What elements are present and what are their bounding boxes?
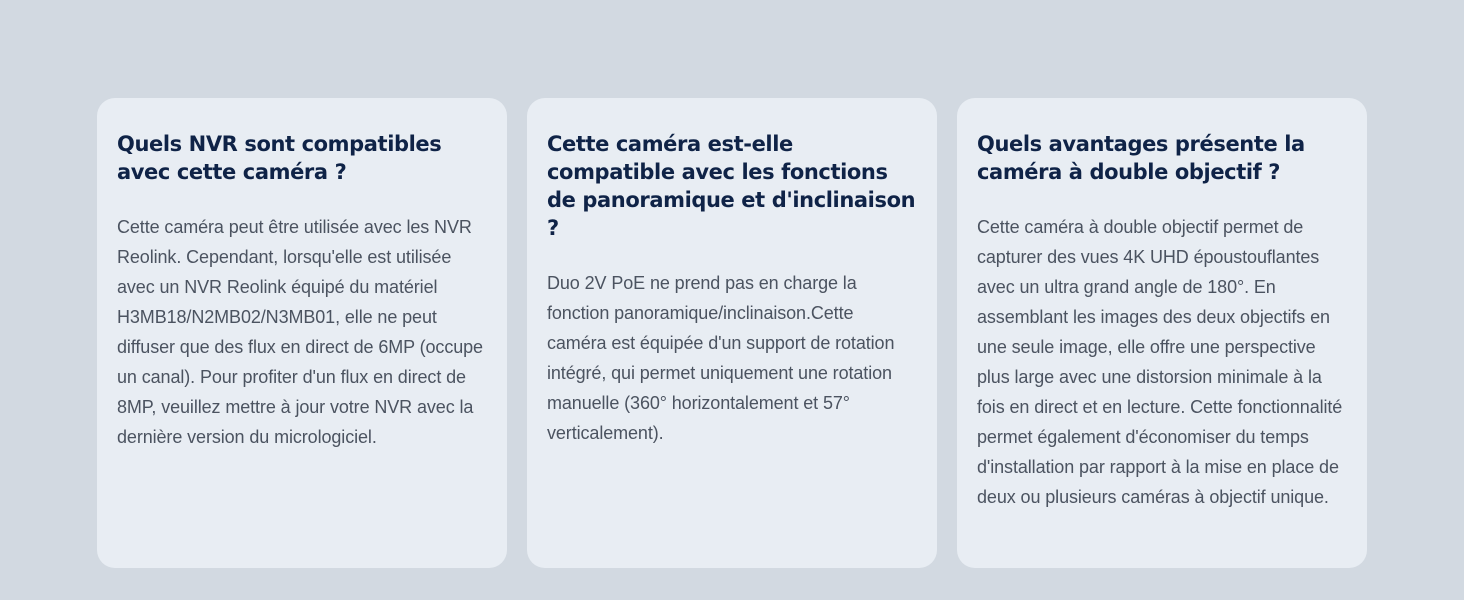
faq-card-compatible-nvr — [97, 98, 507, 568]
faq-answer: Duo 2V PoE ne prend pas en charge la fonction panoramique/inclinaison.Cette caméra est équipée d'un support de rotation intégré, qui permet uniquement une rotation manuelle (360° horizontalement et 57° verticalement). — [547, 273, 895, 443]
faq-answer: Cette caméra à double objectif permet de capturer des vues 4K UHD époustouflantes avec un ultra grand angle de 180°. En assemblant les images des deux objectifs en une seule image, elle offre une perspective plus large avec une distorsion minimale à la fois en direct et en lecture. Cette fonctionnalité permet également d'économiser du temps d'installation par rapport à la mise en place de deux ou plusieurs caméras à objectif unique. — [977, 217, 1343, 507]
faq-question: Quels NVR sont compatibles avec cette caméra ? — [117, 132, 442, 184]
faq-question: Cette caméra est-elle compatible avec les fonctions de panoramique et d'inclinaison ? — [547, 132, 916, 240]
faq-answer: Cette caméra peut être utilisée avec les NVR Reolink. Cependant, lorsqu'elle est utilisée avec un NVR Reolink équipé du matériel H3MB18/N2MB02/N3MB01, elle ne peut diffuser que des flux en direct de 6MP (occupe un canal). Pour profiter d'un flux en direct de 8MP, veuillez mettre à jour votre NVR avec la dernière version du micrologiciel. — [117, 217, 483, 447]
faq-section — [97, 98, 1367, 568]
faq-card-pan-tilt — [527, 98, 937, 568]
faq-question: Quels avantages présente la caméra à double objectif ? — [977, 132, 1305, 184]
faq-card-dual-lens-benefits — [957, 98, 1367, 568]
